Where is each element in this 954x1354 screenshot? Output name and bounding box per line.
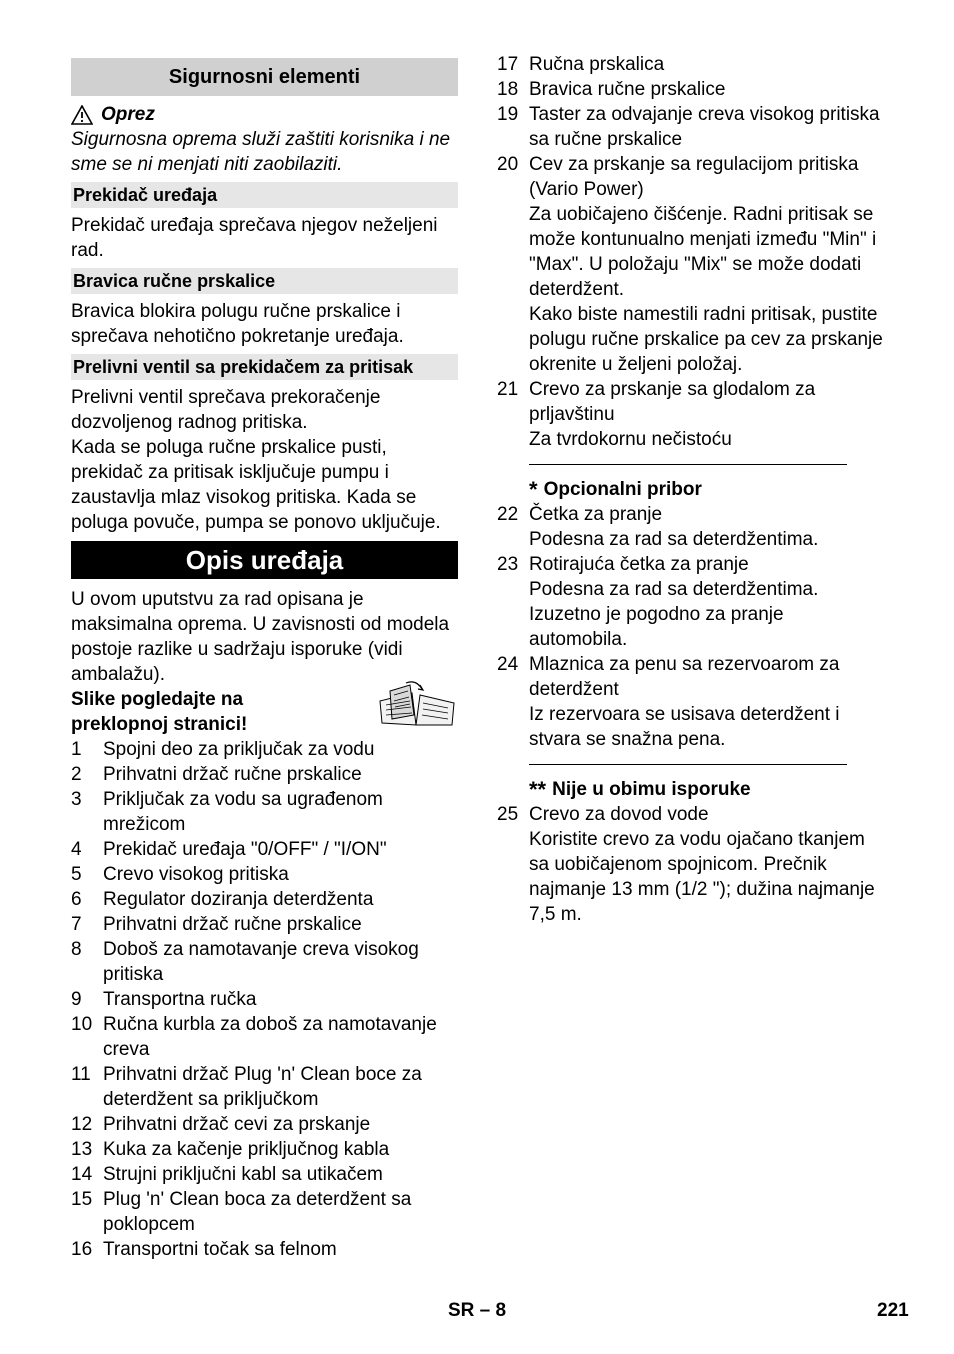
optional-accessories-label: Opcionalni pribor xyxy=(543,479,702,500)
list-item-text: Prihvatni držač ručne prskalice xyxy=(103,914,362,935)
paragraph-device-switch: Prekidač uređaja sprečava njegov neželjeni rad. xyxy=(71,215,438,261)
parts-list-right-b xyxy=(497,502,887,752)
list-item xyxy=(71,862,458,887)
list-item xyxy=(71,887,458,912)
list-item-number: 4 xyxy=(71,839,82,860)
list-item-text: Spojni deo za priključak za vodu xyxy=(103,739,375,760)
list-item-number: 11 xyxy=(71,1064,91,1085)
list-item xyxy=(71,837,458,862)
list-item-number: 1 xyxy=(71,739,82,760)
list-item-number: 20 xyxy=(497,154,519,175)
paragraph-overflow-valve-1: Prelivni ventil sprečava prekoračenje dozvoljenog radnog pritiska. xyxy=(71,387,381,433)
not-included-heading xyxy=(529,777,887,802)
list-item xyxy=(497,377,887,452)
list-item-text: Četka za pranje Podesna za rad sa deterdžentima. xyxy=(529,504,819,550)
list-item xyxy=(71,1112,458,1137)
list-item xyxy=(497,102,887,152)
list-item xyxy=(497,152,887,377)
list-item xyxy=(71,787,458,837)
list-item-number: 21 xyxy=(497,379,519,400)
list-item-text: Transportni točak sa felnom xyxy=(103,1239,337,1260)
list-item xyxy=(71,1012,458,1062)
divider-line-1 xyxy=(529,464,847,465)
list-item-text: Crevo za prskanje sa glodalom za prljavštinu Za tvrdokornu nečistoću xyxy=(529,379,816,450)
list-item xyxy=(71,1237,458,1262)
list-item xyxy=(497,77,887,102)
list-item-text: Rotirajuća četka za pranje Podesna za rad sa deterdžentima. Izuzetno je pogodno za pranje automobila. xyxy=(529,554,819,650)
list-item-number: 5 xyxy=(71,864,82,885)
double-asterisk-icon: ** xyxy=(529,776,547,802)
list-item xyxy=(71,1137,458,1162)
list-item xyxy=(497,802,887,927)
list-item xyxy=(71,762,458,787)
divider-line-2 xyxy=(529,764,847,765)
list-item-number: 13 xyxy=(71,1139,93,1160)
not-included-label: Nije u obimu isporuke xyxy=(552,779,751,800)
asterisk-icon: * xyxy=(529,476,538,502)
list-item-text: Kuka za kačenje priključnog kabla xyxy=(103,1139,390,1160)
list-item-number: 19 xyxy=(497,104,519,125)
list-item-text: Transportna ručka xyxy=(103,989,257,1010)
list-item-number: 16 xyxy=(71,1239,93,1260)
list-item-number: 2 xyxy=(71,764,82,785)
warning-triangle-icon xyxy=(71,105,93,125)
list-item-number: 22 xyxy=(497,504,519,525)
list-item-text: Prihvatni držač cevi za prskanje xyxy=(103,1114,371,1135)
list-item-number: 18 xyxy=(497,79,519,100)
footer-language-code: SR – 8 xyxy=(448,1300,507,1321)
list-item-text: Plug 'n' Clean boca za deterdžent sa poklopcem xyxy=(103,1189,412,1235)
optional-accessories-heading xyxy=(529,477,887,502)
warning-block xyxy=(71,102,458,177)
list-item-number: 10 xyxy=(71,1014,93,1035)
list-item-number: 17 xyxy=(497,54,519,75)
list-item-text: Crevo visokog pritiska xyxy=(103,864,289,885)
list-item xyxy=(71,1187,458,1237)
list-item-text: Bravica ručne prskalice xyxy=(529,79,726,100)
list-item-text: Ručna prskalica xyxy=(529,54,665,75)
warning-title xyxy=(71,102,458,127)
list-item-number: 8 xyxy=(71,939,82,960)
warning-text: Sigurnosna oprema služi zaštiti korisnika i ne sme se ni menjati niti zaobilaziti. xyxy=(71,129,451,175)
list-item-text: Mlaznica za penu sa rezervoarom za deterdžent Iz rezervoara se usisava deterdžent i stvara se snažna pena. xyxy=(529,654,840,750)
main-heading-device-description: Opis uređaja xyxy=(71,541,458,579)
figure-reference xyxy=(71,687,458,737)
list-item xyxy=(497,552,887,652)
list-item-text: Cev za prskanje sa regulacijom pritiska (Vario Power) Za uobičajeno čišćenje. Radni pritisak se može kontunualno menjati između "Min" i "Max". U položaju "Mix" se može dodati deterdžent. Kako biste namestili radni pritisak, pustite polugu ručne prskalice pa cev za prskanje okrenite u željeni položaj. xyxy=(529,154,883,375)
list-item xyxy=(497,502,887,552)
list-item-number: 12 xyxy=(71,1114,93,1135)
intro-paragraph: U ovom uputstvu za rad opisana je maksimalna oprema. U zavisnosti od modela postoje razlike u sadržaju isporuke (vidi ambalažu). xyxy=(71,589,450,685)
list-item-text: Crevo za dovod vode Koristite crevo za vodu ojačano tkanjem sa uobičajenom spojnicom. Prečnik najmanje 13 mm (1/2 "); dužina najmanje 7,5 m. xyxy=(529,804,875,925)
list-item-text: Doboš za namotavanje creva visokog pritiska xyxy=(103,939,419,985)
list-item-number: 9 xyxy=(71,989,82,1010)
list-item xyxy=(71,1062,458,1112)
list-item-text: Regulator doziranja deterdženta xyxy=(103,889,374,910)
parts-list-right-c xyxy=(497,802,887,927)
list-item-text: Ručna kurbla za doboš za namotavanje creva xyxy=(103,1014,437,1060)
subheading-device-switch: Prekidač uređaja xyxy=(71,182,458,208)
warning-label: Oprez xyxy=(101,104,155,125)
right-column xyxy=(497,52,887,927)
list-item-text: Taster za odvajanje creva visokog pritiska sa ručne prskalice xyxy=(529,104,880,150)
list-item-number: 6 xyxy=(71,889,82,910)
list-item-text: Prihvatni držač ručne prskalice xyxy=(103,764,362,785)
list-item-number: 23 xyxy=(497,554,519,575)
subheading-overflow-valve: Prelivni ventil sa prekidačem za pritisak xyxy=(71,354,458,380)
paragraph-trigger-lock: Bravica blokira polugu ručne prskalice i sprečava nehotično pokretanje uređaja. xyxy=(71,301,404,347)
list-item xyxy=(71,987,458,1012)
list-item-text: Strujni priključni kabl sa utikačem xyxy=(103,1164,383,1185)
list-item-number: 15 xyxy=(71,1189,93,1210)
list-item-number: 24 xyxy=(497,654,519,675)
figure-reference-text: Slike pogledajte na preklopnoj stranici! xyxy=(71,689,248,735)
subheading-trigger-lock: Bravica ručne prskalice xyxy=(71,268,458,294)
list-item xyxy=(71,737,458,762)
list-item-number: 14 xyxy=(71,1164,93,1185)
paragraph-overflow-valve-2: Kada se poluga ručne prskalice pusti, prekidač za pritisak isključuje pumpu i zaustavlja mlaz visokog pritiska. Kada se poluga povuče, pumpa se ponovo uključuje. xyxy=(71,437,441,533)
parts-list-right-a xyxy=(497,52,887,452)
list-item-text: Priključak za vodu sa ugrađenom mrežicom xyxy=(103,789,383,835)
list-item xyxy=(71,937,458,987)
list-item xyxy=(71,1162,458,1187)
list-item xyxy=(71,912,458,937)
list-item-text: Prihvatni držač Plug 'n' Clean boce za deterdžent sa priključkom xyxy=(103,1064,422,1110)
list-item-number: 7 xyxy=(71,914,82,935)
left-column xyxy=(71,52,458,1262)
list-item-number: 3 xyxy=(71,789,82,810)
list-item xyxy=(497,652,887,752)
section-title-safety: Sigurnosni elementi xyxy=(71,58,458,96)
open-book-icon xyxy=(376,679,458,736)
list-item xyxy=(497,52,887,77)
list-item-text: Prekidač uređaja "0/OFF" / "I/ON" xyxy=(103,839,387,860)
parts-list-left xyxy=(71,737,458,1262)
list-item-number: 25 xyxy=(497,804,519,825)
footer-page-number: 221 xyxy=(877,1300,909,1321)
